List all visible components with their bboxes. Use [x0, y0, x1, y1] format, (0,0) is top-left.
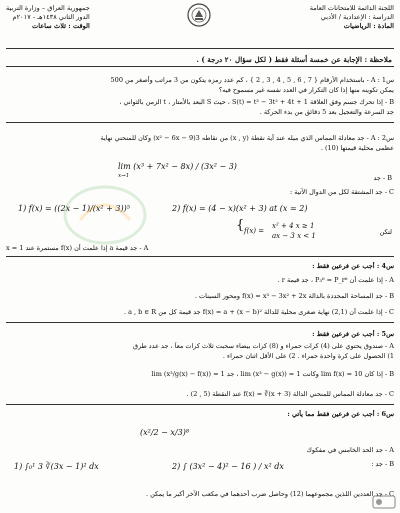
header-session: الدور الثاني ١٤٣٨هـ - ٢٠١٧م: [12, 13, 90, 21]
q1-divider: [6, 122, 394, 123]
q3-a-label: A - جد قيمة a إذا علمت أن f(x) مستمرة عند x = 1: [6, 244, 149, 252]
q1-b-line1: B - إذا تحرك جسم وفق العلاقة S(t) = t³ − 3t² + 4t + 1 ، حيث S البعد بالأمتار ، t الزمن بالثواني ،: [119, 98, 394, 106]
header-time: الوقت : ثلاث ساعات: [32, 22, 90, 30]
q5-b: B - إذا كان lim f(x) = 10 وكانت lim (x³ − g(x)) = 1 ، جد lim (x³/g(x) − f(x)) = 1: [151, 370, 394, 378]
q2-b-limit: [118, 162, 237, 171]
q5-a-line2: 1) الحصول على كرة واحدة حمراء . 2) على الأقل اثنان حمراء .: [222, 352, 394, 360]
q2-a-line1: س2 : A - جد معادلة المماس الذي ميله عند أية نقطة (x , y) من نقاطه 3(x² − 6x − 9) وكان للمنحني نهاية: [100, 134, 394, 142]
header-subject: المادة : الرياضيات: [343, 22, 394, 30]
q2-b-limit-under: x→1: [118, 173, 130, 179]
q3-piece-top: x² + 4 x ≥ 1: [272, 222, 315, 230]
corner-stamp-icon: [372, 495, 396, 509]
q2-c1-expr: 1) f(x) = ((2x − 1)/(x² + 3))⁵: [18, 204, 130, 213]
q2-b-label: B - جد: [373, 174, 392, 182]
q6-a-label: A - جد الحد الخامس في مفكوك: [306, 446, 394, 454]
q3-brace-icon: {: [236, 218, 245, 233]
q2-b-limit-expr: lim (x³ + 7x² − 8x) / (3x² − 3): [118, 162, 237, 171]
note-divider: [6, 66, 394, 67]
q6-c: C - جد العددين اللذين مجموعهما (12) وحاصل ضرب أحدهما في مكعب الآخر أكبر ما يمكن .: [145, 490, 394, 498]
q2-c-label: C - جد المشتقة لكل من الدوال الآتية :: [290, 188, 394, 196]
q3-divider: [6, 256, 394, 257]
header-right: [310, 4, 394, 31]
watermark-logo-icon: [60, 180, 150, 250]
q3-piece-lhs: f(x) =: [244, 227, 265, 235]
q2-a-line2: عظمى محلية قيمتها (10) .: [320, 144, 394, 152]
q6-b1-expr: 1) ∫₀¹ 3 ∛(3x − 1)² dx: [14, 462, 99, 471]
q4-b: B - جد المساحة المحددة بالدالة f(x) = x³ − 3x² + 2x ومحور السينات .: [194, 292, 394, 300]
q1-b-line2: جد السرعة والتعجيل بعد 5 دقائق من بدء الحركة .: [259, 108, 394, 116]
q3-piece-bot: ax − 3 x < 1: [272, 232, 316, 240]
q6-title: س6 : أجب عن فرعين فقط مما يأتي :: [287, 410, 394, 418]
q5-title: س5 : أجب عن فرعين فقط :: [312, 330, 394, 338]
q6-b2-expr: 2) ∫ (3x² − 4)² − 16 ) / x² dx: [172, 462, 284, 471]
exam-note: ملاحظة : الإجابة عن خمسة أسئلة فقط ( لكل سؤال ٢٠ درجة ) .: [196, 55, 392, 64]
header-divider: [6, 48, 394, 49]
q2-c2-expr: 2) f(x) = (4 − x)(x² + 3) at (x = 2): [172, 204, 308, 213]
q3-let-label: لتكن: [379, 228, 392, 236]
q5-c: C - جد معادلة المماس للمنحني الدالة f(x) = ∛(x + 3) عند النقطة (5 , 2) .: [186, 390, 394, 398]
q4-title: س4 : أجب عن فرعين فقط :: [312, 262, 394, 270]
q6-b-label: B - جد :: [371, 460, 394, 468]
q4-divider: [6, 322, 394, 323]
header-left: [6, 4, 90, 31]
q1-a-line2: يمكن تكوينه منها إذا كان التكرار في العدد نفسه غير مسموح فيه؟: [218, 86, 394, 94]
header-ministry: جمهورية العراق – وزارة التربية: [6, 4, 90, 12]
q5-divider: [6, 404, 394, 405]
emblem-icon: [186, 2, 212, 28]
q4-c: C - إذا علمت أن (2,1) نهاية صغرى محلية للدالة f(x) = a + (x − b)² جد قيمة كل من a , b ∈ R .: [123, 308, 394, 316]
q6-a-expr: (x²/2 − x/3)⁸: [140, 428, 190, 437]
header-committee: اللجنة الدائمة للامتحانات العامة: [309, 4, 394, 12]
q1-a-line1: س1 : A - باستخدام الأرقام { 7 , 6 , 5 , 4 , 3 , 2 } ، كم عدد رمزه يتكون من 3 مراتب وأصغر من 500: [110, 76, 394, 84]
q4-a: A - إذا علمت أن P₃⁶ = P_r⁶ ، جد قيمة r .: [277, 276, 394, 284]
header-study: الدراسة : الإعدادية / الأدبي: [320, 13, 394, 21]
q5-a-line1: A - صندوق يحتوي على (4) كرات حمراء و (8) كرات بيضاء سحبت ثلاث كرات معاً ، جد عدد طرق: [132, 342, 394, 350]
